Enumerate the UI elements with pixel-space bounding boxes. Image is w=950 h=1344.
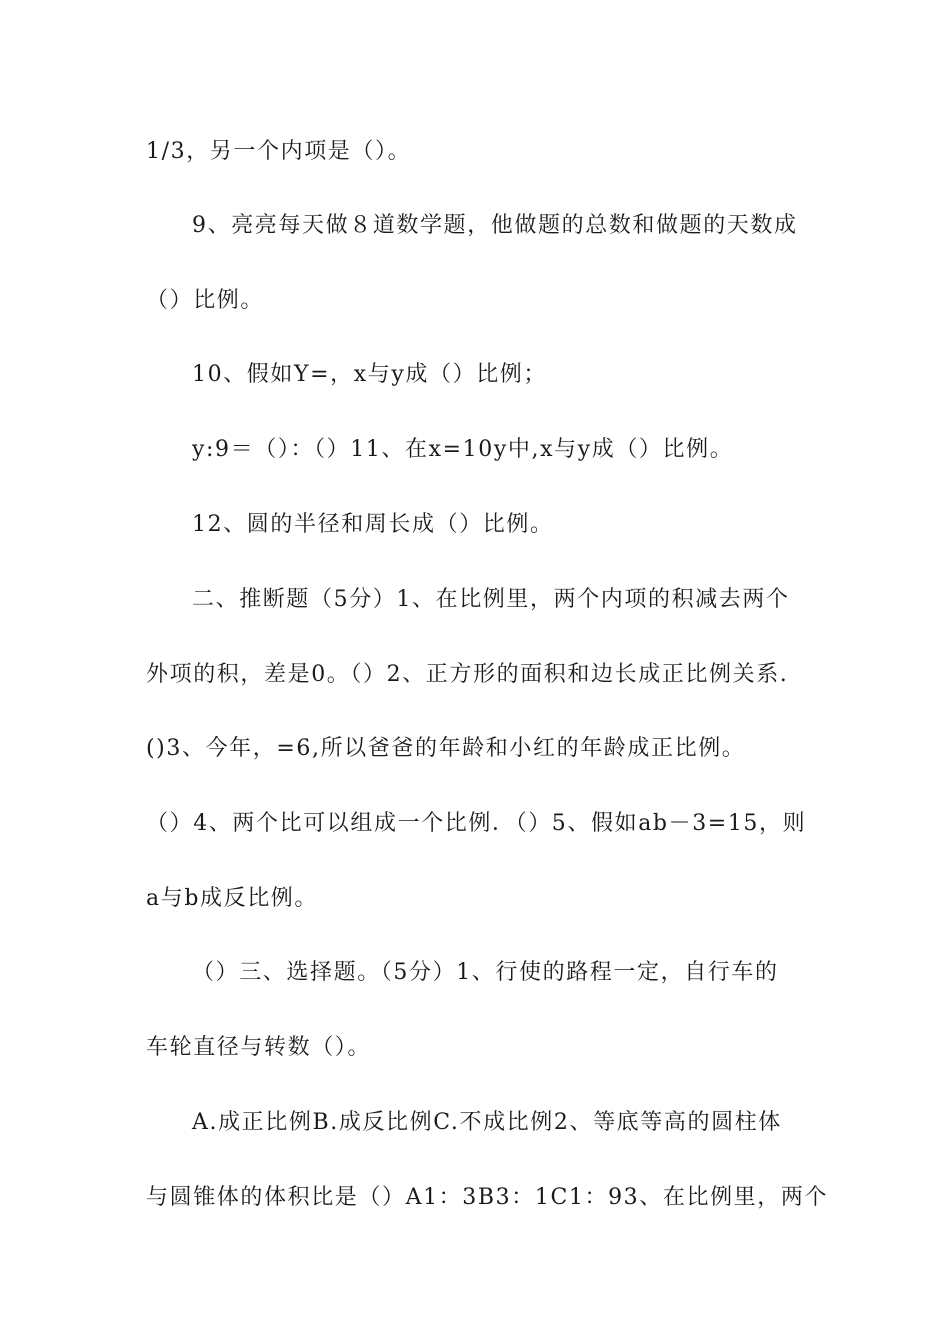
text-line: 1/3，另一个内项是（）。 — [146, 139, 412, 164]
text-line: y:9＝（）：（）11、在x=10y中,x与y成（）比例。 — [192, 437, 734, 462]
text-line: （）4、两个比可以组成一个比例．（）5、假如ab－3=15，则 — [146, 811, 807, 836]
text-line: a与b成反比例。 — [146, 886, 318, 911]
text-line: 外项的积，差是0。（）2、正方形的面积和边长成正比例关系. — [146, 662, 789, 687]
text-line: 9、亮亮每天做８道数学题，他做题的总数和做题的天数成 — [192, 213, 798, 238]
text-line: A.成正比例B.成反比例C.不成比例2、等底等高的圆柱体 — [192, 1110, 782, 1135]
text-line: ()3、今年，=6,所以爸爸的年龄和小红的年龄成正比例。 — [146, 736, 746, 761]
text-line: 12、圆的半径和周长成（）比例。 — [192, 512, 554, 537]
text-line: 车轮直径与转数（）。 — [146, 1035, 372, 1060]
text-line: 与圆锥体的体积比是（）A1：3B3：1C1：93、在比例里，两个 — [146, 1185, 829, 1210]
text-line: 10、假如Y=，x与y成（）比例； — [192, 362, 547, 387]
section-heading-line: 二、推断题（5分）1、在比例里，两个内项的积减去两个 — [192, 587, 790, 612]
section-heading-line: （）三、选择题。（5分）1、行使的路程一定，自行车的 — [192, 960, 779, 985]
text-line: （）比例。 — [146, 288, 265, 313]
